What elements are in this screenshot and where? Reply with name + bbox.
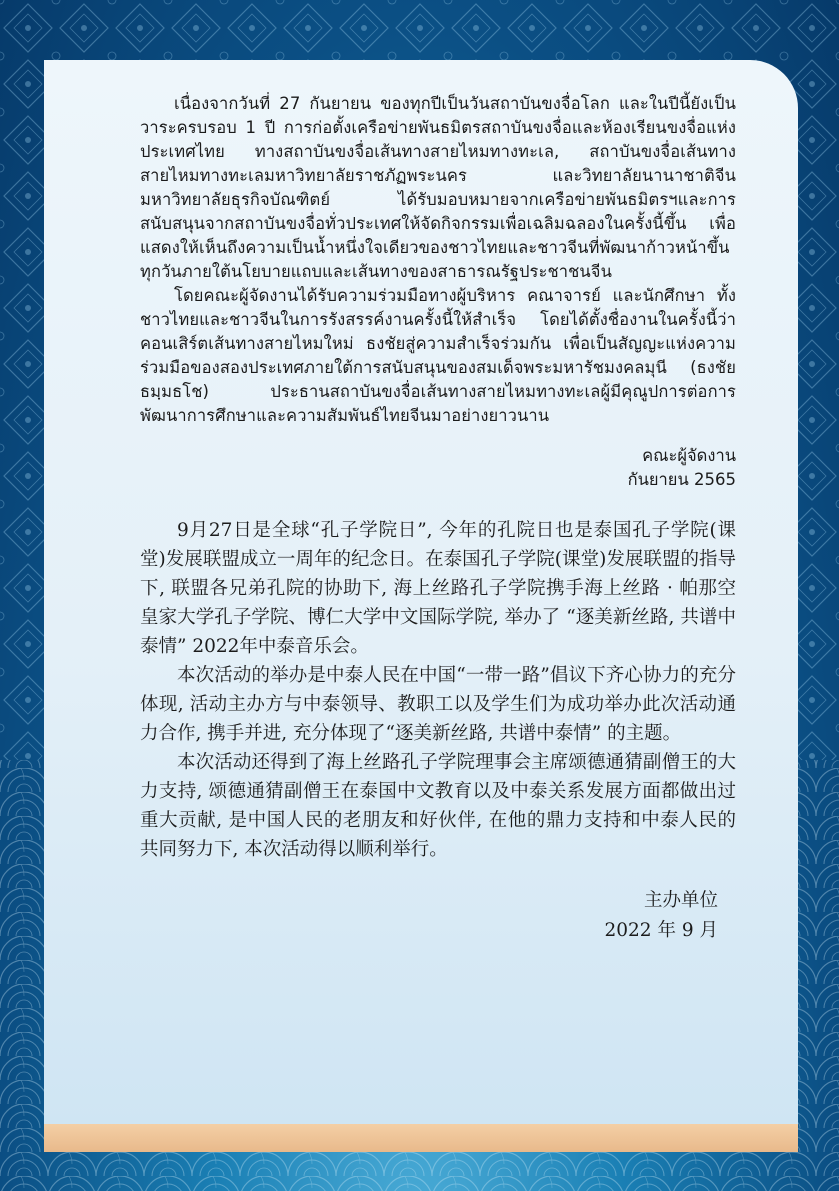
card-bottom-bar xyxy=(44,1124,798,1152)
thai-signature-block xyxy=(140,444,736,492)
announcement-text xyxy=(140,92,736,946)
thai-paragraph-1: เนื่องจากวันที่ 27 กันยายน ของทุกปีเป็นวันสถาบันขงจื่อโลก และในปีนี้ยังเป็นวาระครบรอบ 1 ปี การก่อตั้งเครือข่ายพันธมิตรสถาบันขงจื่อและห้องเรียนขงจื่อแห่งประเทศไทย ทางสถาบันขงจื่อเส้นทางสายไหมทางทะเล, สถาบันขงจื่อเส้นทางสายไหมทางทะเลมหาวิทยาลัยราชภัฏพระนคร และวิทยาลัยนานาชาติจีน มหาวิทยาลัยธุรกิจบัณฑิตย์ ได้รับมอบหมายจากเครือข่ายพันธมิตรฯและการสนับสนุนจากสถาบันขงจื่อทั่วประเทศให้จัดกิจกรรมเพื่อเฉลิมฉลองในครั้งนี้ขึ้น เพื่อแสดงให้เห็นถึงความเป็นน้ำหนึ่งใจเดียวของชาวไทยและชาวจีนที่พัฒนาก้าวหน้าขึ้นทุกวันภายใต้นโยบายแถบและเส้นทางของสาธารณรัฐประชาชนจีน xyxy=(140,94,736,281)
thai-signature: คณะผู้จัดงาน xyxy=(642,446,736,465)
chinese-paragraph-2: 本次活动的举办是中泰人民在中国“一带一路”倡议下齐心协力的充分体现, 活动主办方与中泰领导、教职工以及学生们为成功举办此次活动通力合作, 携手并进, 充分体现了“逐美新丝路, 共谱中泰情” 的主题。 xyxy=(140,665,736,744)
chinese-date: 2022 年 9 月 xyxy=(604,920,718,941)
chinese-paragraph-1: 9月27日是全球“孔子学院日”, 今年的孔院日也是泰国孔子学院(课堂)发展联盟成立一周年的纪念日。在泰国孔子学院(课堂)发展联盟的指导下, 联盟各兄弟孔院的协助下, 海上丝路孔子学院携手海上丝路 · 帕那空皇家大学孔子学院、博仁大学中文国际学院, 举办了 “逐美新丝路, 共谱中泰情” 2022年中泰音乐会。 xyxy=(140,520,736,657)
thai-date: กันยายน 2565 xyxy=(627,470,736,489)
chinese-signature: 主办单位 xyxy=(643,890,718,911)
chinese-section xyxy=(140,516,736,946)
chinese-signature-block xyxy=(140,886,736,946)
thai-section xyxy=(140,92,736,492)
chinese-paragraph-3: 本次活动还得到了海上丝路孔子学院理事会主席颂德通猜副僧王的大力支持, 颂德通猜副僧王在泰国中文教育以及中泰关系发展方面都做出过重大贡献, 是中国人民的老朋友和好伙伴, 在他的鼎力支持和中泰人民的共同努力下, 本次活动得以顺利举行。 xyxy=(140,752,736,860)
thai-paragraph-2: โดยคณะผู้จัดงานได้รับความร่วมมือทางผู้บริหาร คณาจารย์ และนักศึกษา ทั้งชาวไทยและชาวจีนในการรังสรรค์งานครั้งนี้ให้สำเร็จ โดยได้ตั้งชื่องานในครั้งนี้ว่า คอนเสิร์ตเส้นทางสายไหมใหม่ ธงชัยสู่ความสำเร็จร่วมกัน เพื่อเป็นสัญญะแห่งความร่วมมือของสองประเทศภายใต้การสนับสนุนของสมเด็จพระมหารัชมงคลมุนี (ธงชัย ธมฺมธโช) ประธานสถาบันขงจื่อเส้นทางสายไหมทางทะเลผู้มีคุณูปการต่อการพัฒนาการศึกษาและความสัมพันธ์ไทยจีนมาอย่างยาวนาน xyxy=(140,286,736,425)
